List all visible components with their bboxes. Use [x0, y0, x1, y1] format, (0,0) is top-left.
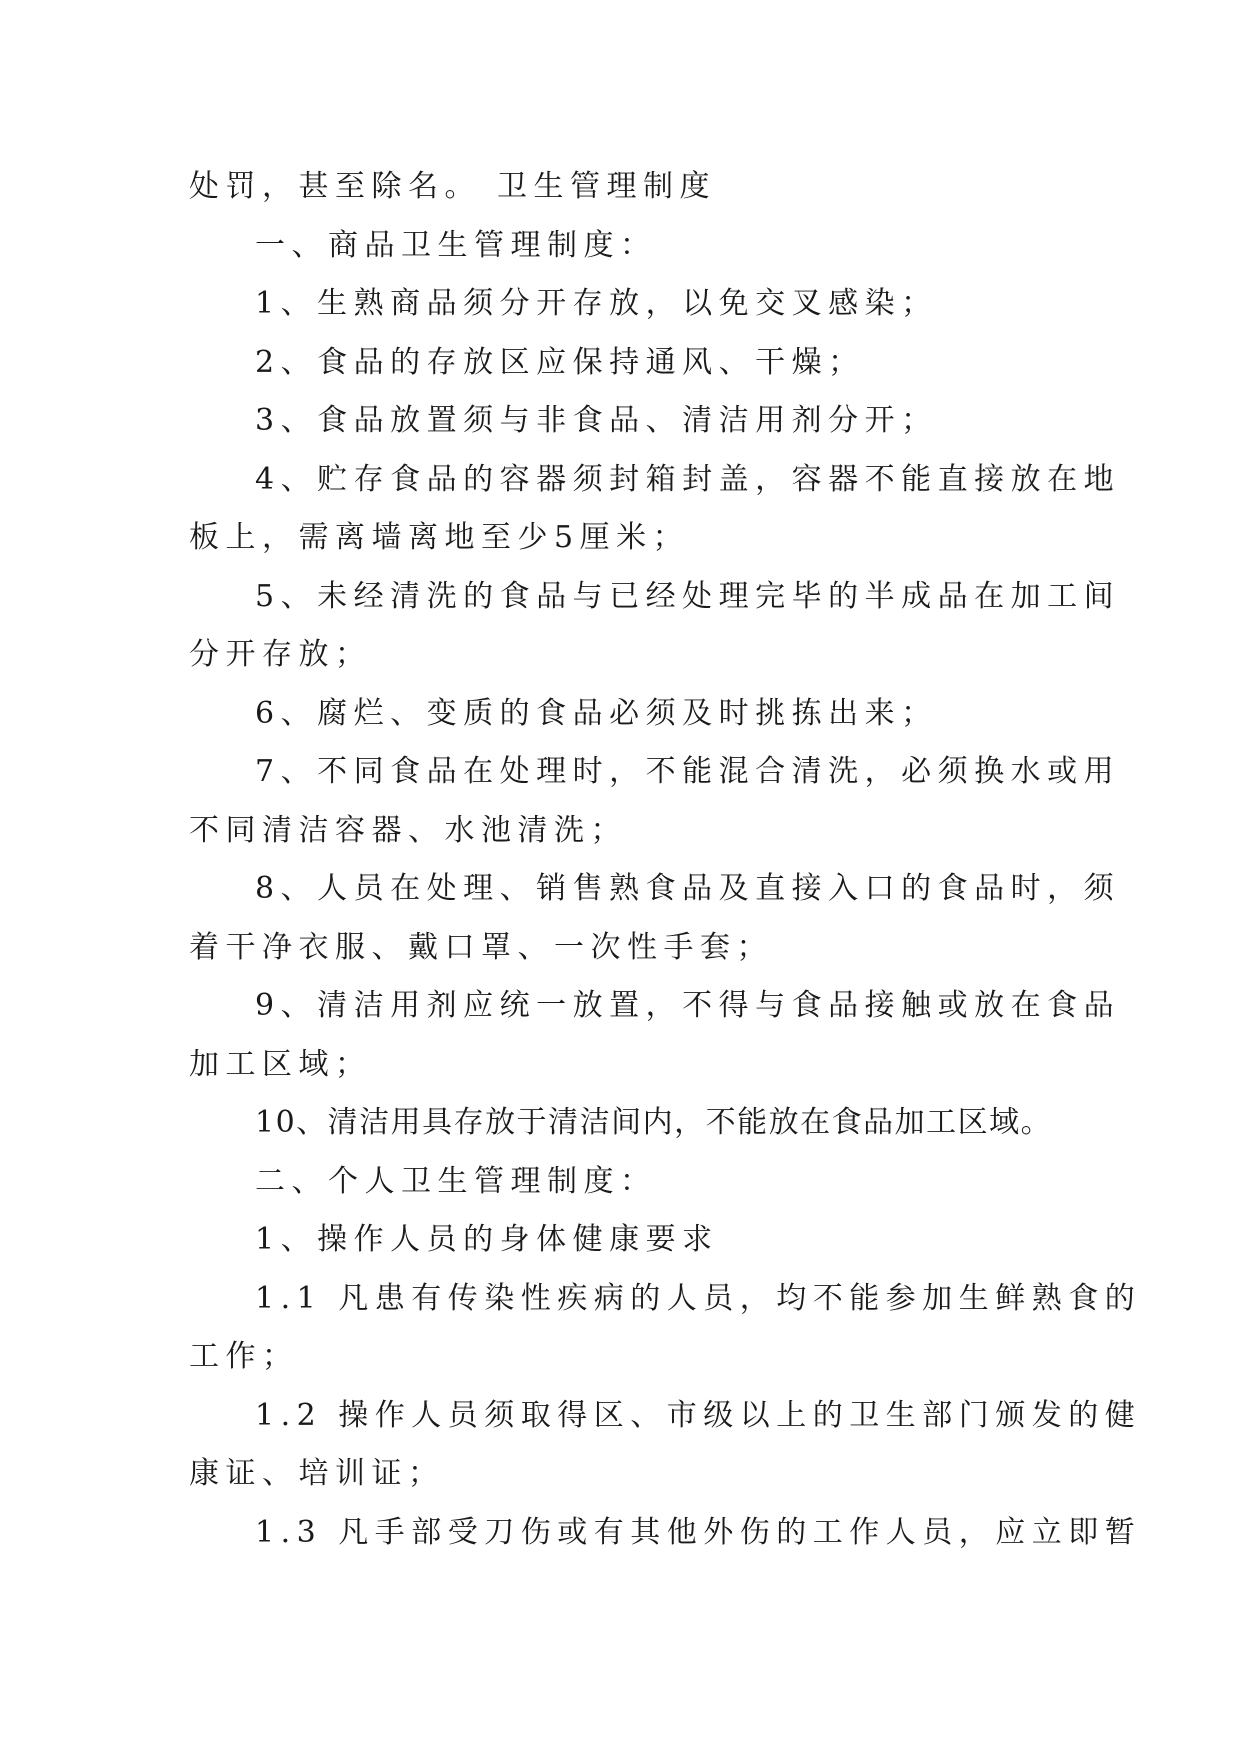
text-line: 10、清洁用具存放于清洁间内，不能放在食品加工区域。	[255, 1105, 1053, 1140]
text-line: 康证、培训证；	[189, 1456, 445, 1491]
text-line: 1.3 凡手部受刀伤或有其他外伤的工作人员，应立即暂	[255, 1514, 1142, 1550]
text-line: 1.2 操作人员须取得区、市级以上的卫生部门颁发的健	[255, 1397, 1142, 1433]
text-line: 8、人员在处理、销售熟食品及直接入口的食品时，须	[255, 871, 1121, 906]
text-line: 7、不同食品在处理时，不能混合清洗，必须换水或用	[255, 754, 1121, 789]
text-line: 不同清洁容器、水池清洗；	[189, 812, 627, 848]
text-line: 6、腐烂、变质的食品必须及时挑拣出来；	[255, 695, 938, 731]
text-line: 处罚，甚至除名。 卫生管理制度	[189, 169, 717, 204]
text-line: 分开存放；	[189, 637, 372, 672]
text-line: 1、生熟商品须分开存放，以免交叉感染；	[255, 286, 938, 321]
text-line: 工作；	[189, 1339, 299, 1374]
text-line: 1.1 凡患有传染性疾病的人员，均不能参加生鲜熟食的	[255, 1280, 1142, 1316]
text-line: 3、食品放置须与非食品、清洁用剂分开；	[255, 403, 938, 438]
text-line: 4、贮存食品的容器须封箱封盖，容器不能直接放在地	[255, 461, 1121, 497]
text-line: 加工区域；	[189, 1046, 372, 1082]
text-line: 一、商品卫生管理制度：	[255, 227, 657, 263]
text-line: 二、个人卫生管理制度：	[255, 1163, 657, 1199]
text-line: 9、清洁用剂应统一放置，不得与食品接触或放在食品	[255, 988, 1121, 1023]
document-body	[189, 158, 1142, 1562]
text-line: 2、食品的存放区应保持通风、干燥；	[255, 344, 865, 380]
text-line: 5、未经清洗的食品与已经处理完毕的半成品在加工间	[255, 578, 1121, 614]
text-line: 着干净衣服、戴口罩、一次性手套；	[189, 929, 773, 965]
text-line: 板上，需离墙离地至少5厘米；	[189, 520, 690, 555]
text-line: 1、操作人员的身体健康要求	[255, 1222, 719, 1257]
